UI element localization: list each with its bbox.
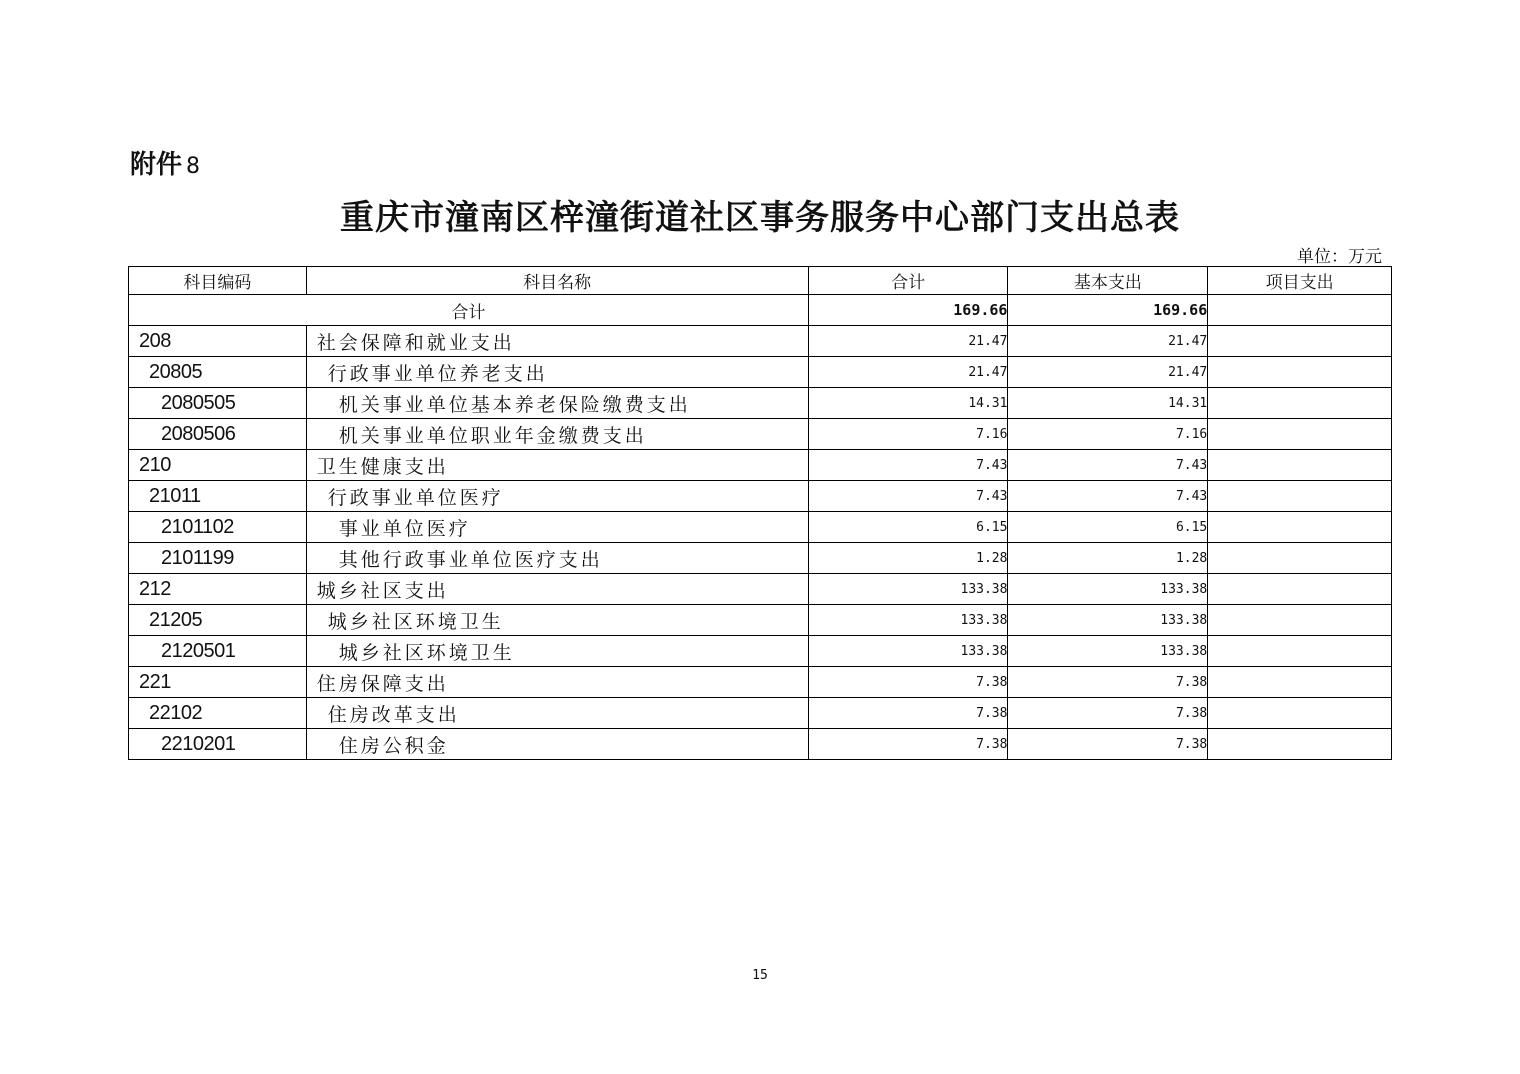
basic-expenditure-value: 7.38 — [1008, 667, 1208, 698]
subject-code: 210 — [129, 450, 307, 481]
basic-expenditure-value: 21.47 — [1008, 326, 1208, 357]
subject-name: 城乡社区环境卫生 — [306, 636, 808, 667]
project-expenditure-value — [1208, 574, 1392, 605]
basic-expenditure-value: 21.47 — [1008, 357, 1208, 388]
total-value: 1.28 — [808, 543, 1008, 574]
total-project-amount — [1208, 295, 1392, 326]
total-basic-amount: 169.66 — [1008, 295, 1208, 326]
subject-name: 机关事业单位职业年金缴费支出 — [306, 419, 808, 450]
table-row — [129, 388, 1392, 419]
expenditure-table — [128, 266, 1392, 760]
basic-expenditure-value: 14.31 — [1008, 388, 1208, 419]
table-row — [129, 636, 1392, 667]
subject-code: 2080506 — [129, 419, 307, 450]
basic-expenditure-value: 7.43 — [1008, 450, 1208, 481]
subject-name: 机关事业单位基本养老保险缴费支出 — [306, 388, 808, 419]
table-row — [129, 698, 1392, 729]
table-row — [129, 481, 1392, 512]
subject-code: 208 — [129, 326, 307, 357]
header-total: 合计 — [808, 267, 1008, 295]
basic-expenditure-value: 1.28 — [1008, 543, 1208, 574]
subject-code: 2080505 — [129, 388, 307, 419]
subject-code: 20805 — [129, 357, 307, 388]
attachment-number: 8 — [186, 154, 201, 179]
header-code: 科目编码 — [129, 267, 307, 295]
total-value: 7.38 — [808, 729, 1008, 760]
table-row — [129, 357, 1392, 388]
subject-code: 22102 — [129, 698, 307, 729]
total-value: 7.38 — [808, 667, 1008, 698]
total-label: 合计 — [129, 295, 809, 326]
basic-expenditure-value: 133.38 — [1008, 574, 1208, 605]
project-expenditure-value — [1208, 481, 1392, 512]
project-expenditure-value — [1208, 605, 1392, 636]
project-expenditure-value — [1208, 512, 1392, 543]
table-row — [129, 667, 1392, 698]
table-row — [129, 574, 1392, 605]
subject-code: 21205 — [129, 605, 307, 636]
project-expenditure-value — [1208, 388, 1392, 419]
total-value: 7.43 — [808, 450, 1008, 481]
subject-code: 221 — [129, 667, 307, 698]
total-value: 21.47 — [808, 326, 1008, 357]
total-value: 133.38 — [808, 574, 1008, 605]
page-number: 15 — [752, 968, 768, 983]
total-value: 7.16 — [808, 419, 1008, 450]
header-basic: 基本支出 — [1008, 267, 1208, 295]
subject-name: 社会保障和就业支出 — [306, 326, 808, 357]
subject-name: 行政事业单位医疗 — [306, 481, 808, 512]
subject-code: 2210201 — [129, 729, 307, 760]
table-row — [129, 512, 1392, 543]
total-value: 6.15 — [808, 512, 1008, 543]
subject-name: 住房改革支出 — [306, 698, 808, 729]
subject-name: 行政事业单位养老支出 — [306, 357, 808, 388]
project-expenditure-value — [1208, 326, 1392, 357]
project-expenditure-value — [1208, 543, 1392, 574]
subject-name: 住房保障支出 — [306, 667, 808, 698]
header-project: 项目支出 — [1208, 267, 1392, 295]
project-expenditure-value — [1208, 667, 1392, 698]
subject-name: 城乡社区环境卫生 — [306, 605, 808, 636]
subject-code: 2120501 — [129, 636, 307, 667]
project-expenditure-value — [1208, 450, 1392, 481]
project-expenditure-value — [1208, 698, 1392, 729]
subject-name: 住房公积金 — [306, 729, 808, 760]
total-row — [129, 295, 1392, 326]
attachment-text: 附件 — [130, 150, 183, 180]
basic-expenditure-value: 133.38 — [1008, 636, 1208, 667]
table-row — [129, 419, 1392, 450]
project-expenditure-value — [1208, 419, 1392, 450]
unit-label: 单位：万元 — [1297, 247, 1382, 267]
basic-expenditure-value: 7.38 — [1008, 698, 1208, 729]
subject-code: 212 — [129, 574, 307, 605]
basic-expenditure-value: 7.38 — [1008, 729, 1208, 760]
page-title: 重庆市潼南区梓潼街道社区事务服务中心部门支出总表 — [340, 198, 1180, 238]
total-value: 133.38 — [808, 605, 1008, 636]
subject-code: 21011 — [129, 481, 307, 512]
total-value: 133.38 — [808, 636, 1008, 667]
total-value: 7.43 — [808, 481, 1008, 512]
total-amount: 169.66 — [808, 295, 1008, 326]
subject-name: 卫生健康支出 — [306, 450, 808, 481]
table-row — [129, 729, 1392, 760]
basic-expenditure-value: 7.16 — [1008, 419, 1208, 450]
table-row — [129, 450, 1392, 481]
total-value: 21.47 — [808, 357, 1008, 388]
project-expenditure-value — [1208, 357, 1392, 388]
table-row — [129, 605, 1392, 636]
basic-expenditure-value: 6.15 — [1008, 512, 1208, 543]
subject-code: 2101199 — [129, 543, 307, 574]
subject-name: 城乡社区支出 — [306, 574, 808, 605]
project-expenditure-value — [1208, 636, 1392, 667]
subject-code: 2101102 — [129, 512, 307, 543]
attachment-label — [130, 144, 200, 181]
subject-name: 事业单位医疗 — [306, 512, 808, 543]
total-value: 14.31 — [808, 388, 1008, 419]
table-header-row — [129, 267, 1392, 295]
table-row — [129, 543, 1392, 574]
table-row — [129, 326, 1392, 357]
subject-name: 其他行政事业单位医疗支出 — [306, 543, 808, 574]
project-expenditure-value — [1208, 729, 1392, 760]
header-name: 科目名称 — [306, 267, 808, 295]
basic-expenditure-value: 7.43 — [1008, 481, 1208, 512]
total-value: 7.38 — [808, 698, 1008, 729]
basic-expenditure-value: 133.38 — [1008, 605, 1208, 636]
